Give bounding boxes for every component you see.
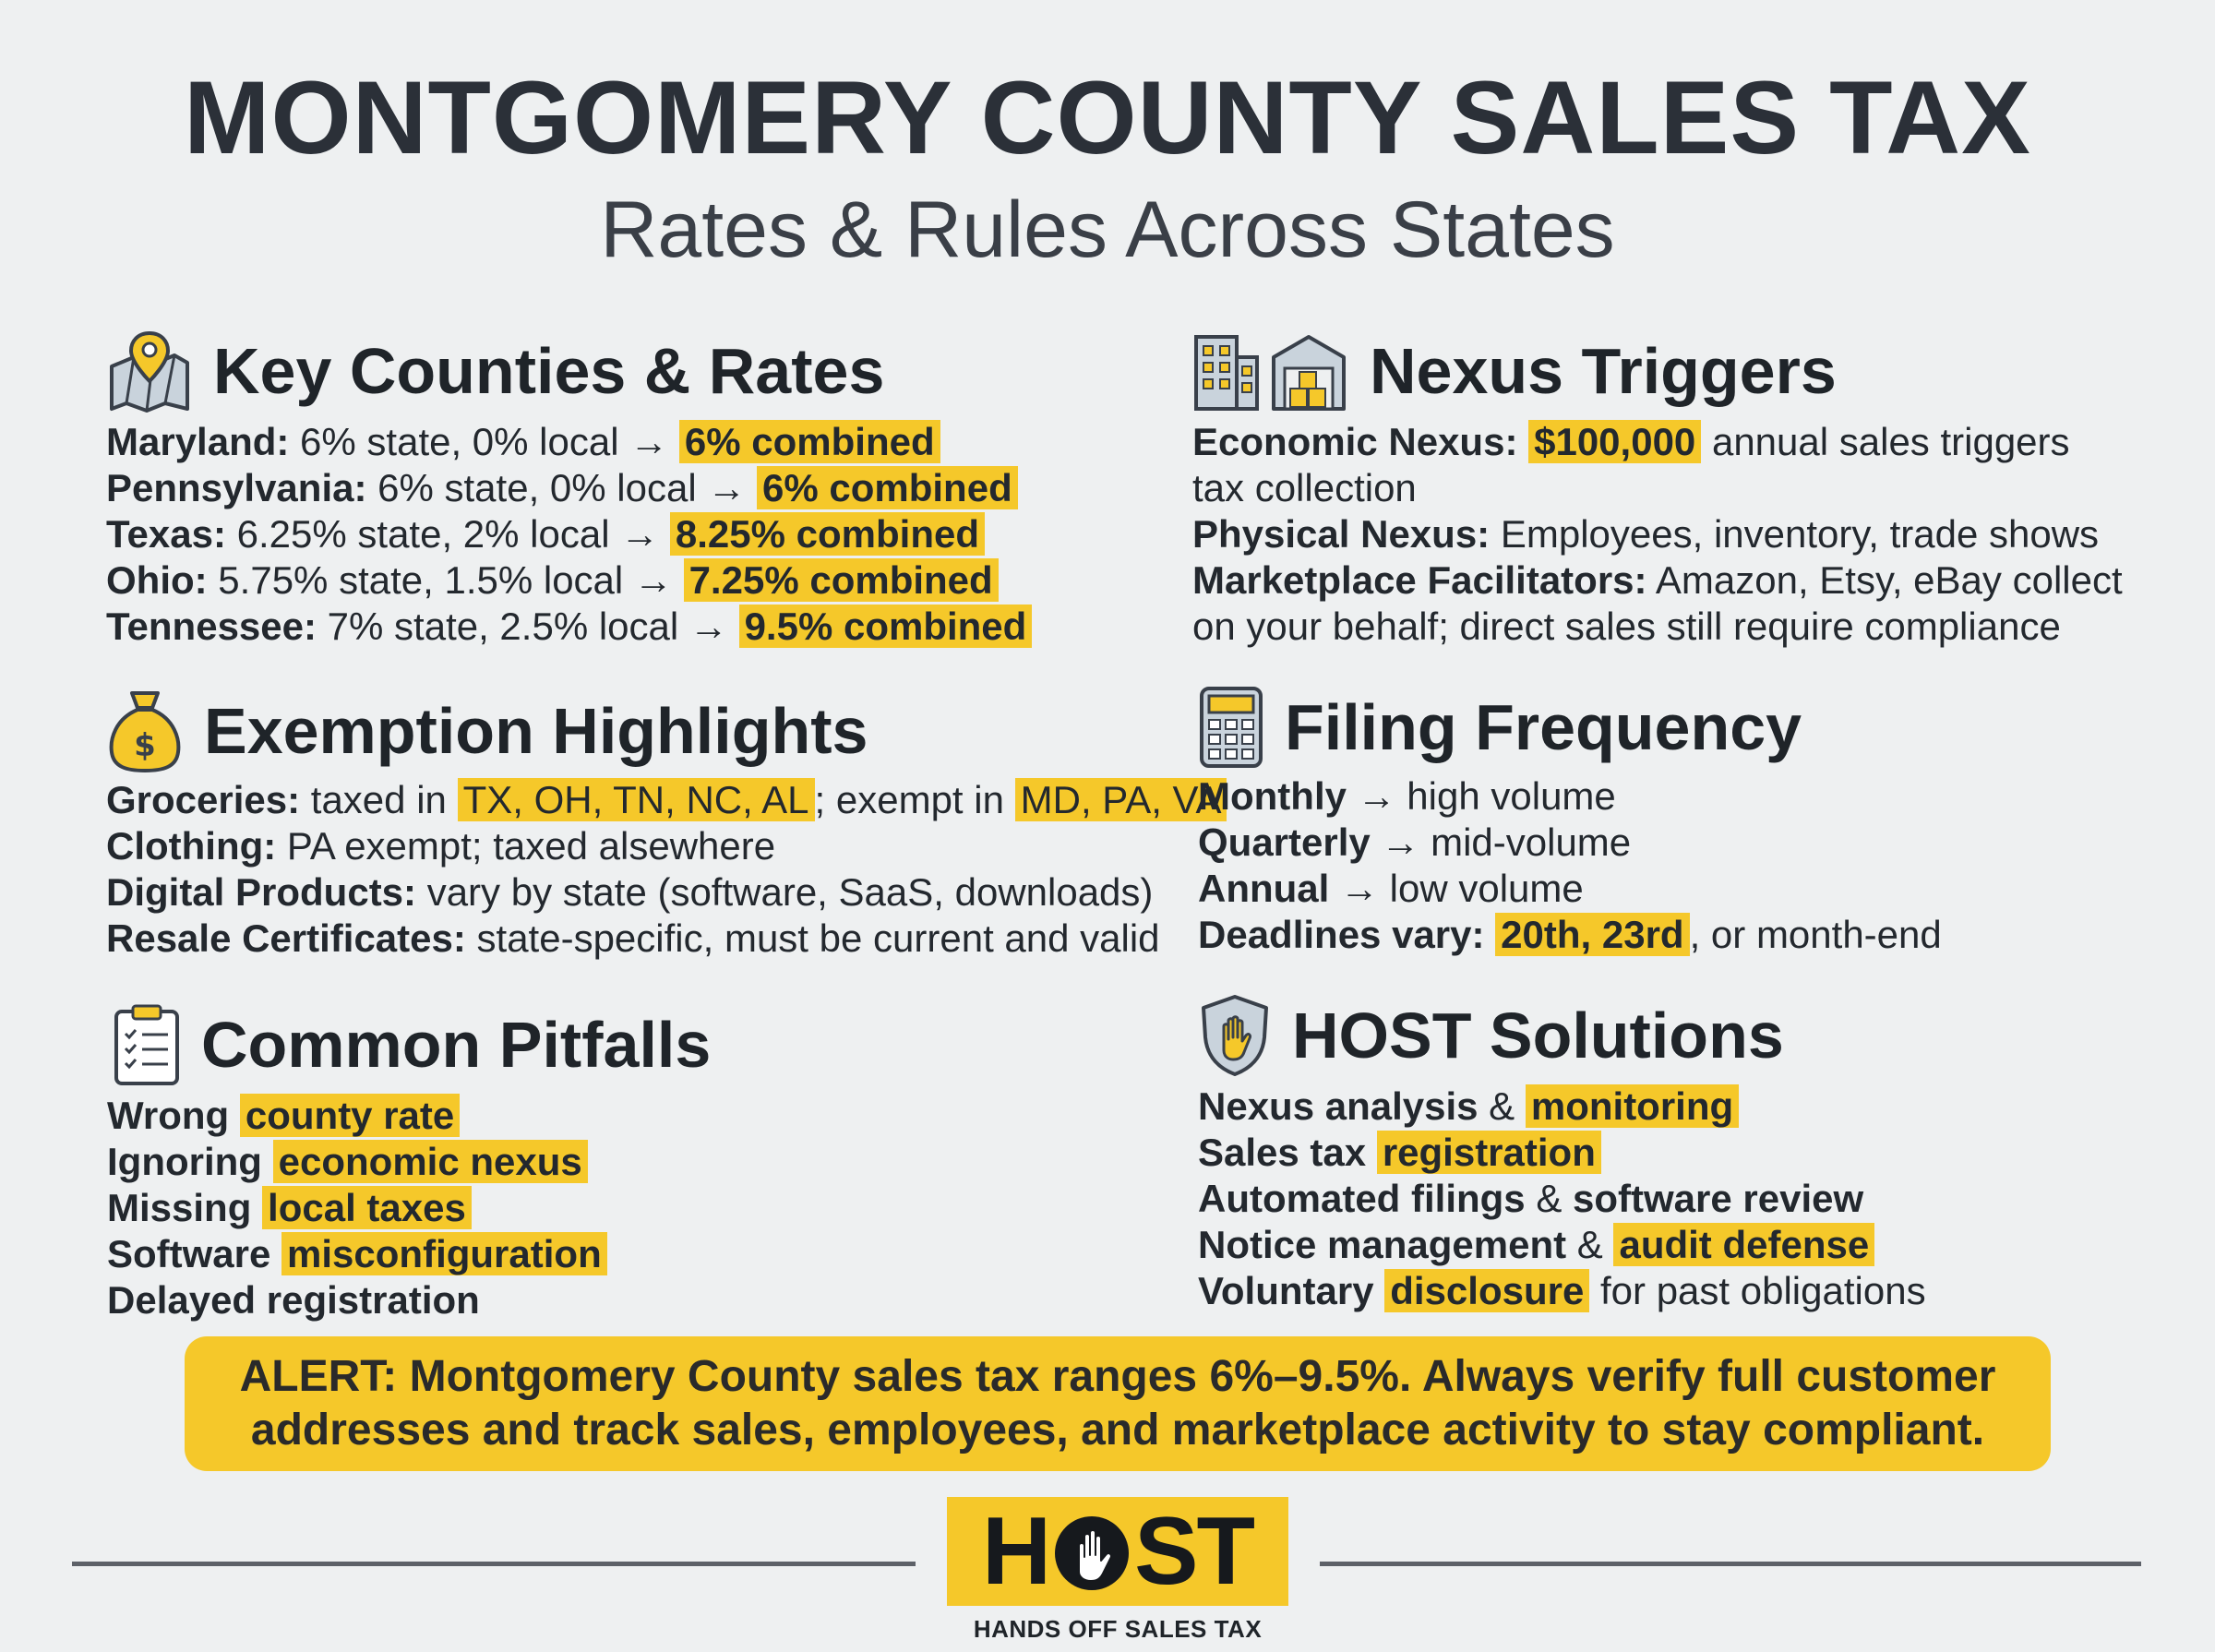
footer-divider-right [1320, 1562, 2141, 1566]
marketplace-line-cont: on your behalf; direct sales still require compliance [1192, 605, 2061, 648]
footer-divider-left [72, 1562, 916, 1566]
page-title: MONTGOMERY COUNTY SALES TAX [184, 60, 2031, 175]
section-title: Key Counties & Rates [213, 335, 885, 407]
deadlines-line: Deadlines vary: 20th, 23rd , or month-end [1198, 913, 1942, 956]
pitfall-item: Software misconfiguration [107, 1231, 711, 1277]
logo-tagline: HANDS OFF SALES TAX [973, 1615, 1263, 1643]
monthly-line: Monthly → high volume [1198, 774, 1616, 818]
map-pin-icon [106, 329, 193, 413]
section-title: HOST Solutions [1292, 1000, 1784, 1071]
groceries-line: Groceries: taxed in TX, OH, TN, NC, AL ; exempt in MD, PA, VA [106, 777, 1227, 823]
solution-item: Notice management & audit defense [1198, 1222, 1926, 1268]
physical-nexus-line: Physical Nexus: Employees, inventory, trade shows [1192, 512, 2100, 556]
host-solutions-section [1198, 989, 1926, 1314]
hand-stop-icon [1048, 1507, 1136, 1596]
quarterly-line: Quarterly → mid-volume [1198, 820, 1632, 864]
filing-frequency-section [1198, 681, 1942, 958]
solution-item: Voluntary disclosure for past obligations [1198, 1269, 1926, 1312]
rate-row-pennsylvania: Pennsylvania: 6% state, 0% local → 6% combined [106, 465, 1032, 511]
section-title: Exemption Highlights [204, 695, 868, 767]
marketplace-line: Marketplace Facilitators: Amazon, Etsy, eBay collect [1192, 558, 2123, 602]
alert-line: ALERT: Montgomery County sales tax ranges 6%–9.5%. Always verify full customer [239, 1352, 1996, 1401]
exemption-highlights-section [106, 685, 1227, 962]
economic-nexus-line-cont: tax collection [1192, 466, 1417, 509]
pitfall-item: Wrong county rate [107, 1093, 711, 1139]
nexus-triggers-section [1192, 325, 2123, 650]
svg-text:$: $ [134, 727, 156, 764]
money-bag-icon [106, 688, 184, 774]
pitfall-item: Delayed registration [107, 1278, 480, 1322]
host-logo: H ST [947, 1497, 1288, 1606]
digital-products-line: Digital Products: vary by state (software, SaaS, downloads) [106, 870, 1154, 914]
buildings-warehouse-icon [1192, 329, 1349, 413]
alert-banner [185, 1336, 2051, 1471]
clipboard-checklist-icon [113, 1002, 181, 1087]
section-title: Filing Frequency [1285, 691, 1802, 763]
pitfall-item: Ignoring economic nexus [107, 1139, 711, 1185]
annual-line: Annual → low volume [1198, 867, 1584, 910]
page-subtitle: Rates & Rules Across States [600, 186, 1615, 274]
resale-certificates-line: Resale Certificates: state-specific, must be current and valid [106, 916, 1160, 960]
common-pitfalls-section [107, 999, 712, 1323]
alert-line: addresses and track sales, employees, and marketplace activity to stay compliant. [250, 1406, 1985, 1454]
rate-row-tennessee: Tennessee: 7% state, 2.5% local → 9.5% combined [106, 604, 1032, 650]
section-title: Common Pitfalls [201, 1009, 712, 1081]
pitfall-item: Missing local taxes [107, 1185, 711, 1231]
key-counties-section [106, 325, 1032, 650]
solution-item: Automated filings & software review [1198, 1177, 1864, 1220]
solution-item: Nexus analysis & monitoring [1198, 1083, 1926, 1130]
section-title: Nexus Triggers [1370, 335, 1837, 407]
calculator-icon [1198, 685, 1264, 770]
clothing-line: Clothing: PA exempt; taxed alsewhere [106, 824, 776, 868]
rate-row-texas: Texas: 6.25% state, 2% local → 8.25% combined [106, 511, 1032, 557]
economic-nexus-line: Economic Nexus: $100,000 annual sales triggers [1192, 420, 2070, 463]
rate-row-ohio: Ohio: 5.75% state, 1.5% local → 7.25% combined [106, 557, 1032, 604]
rate-row-maryland: Maryland: 6% state, 0% local → 6% combined [106, 419, 1032, 465]
shield-hand-icon [1198, 993, 1272, 1078]
solution-item: Sales tax registration [1198, 1130, 1926, 1176]
